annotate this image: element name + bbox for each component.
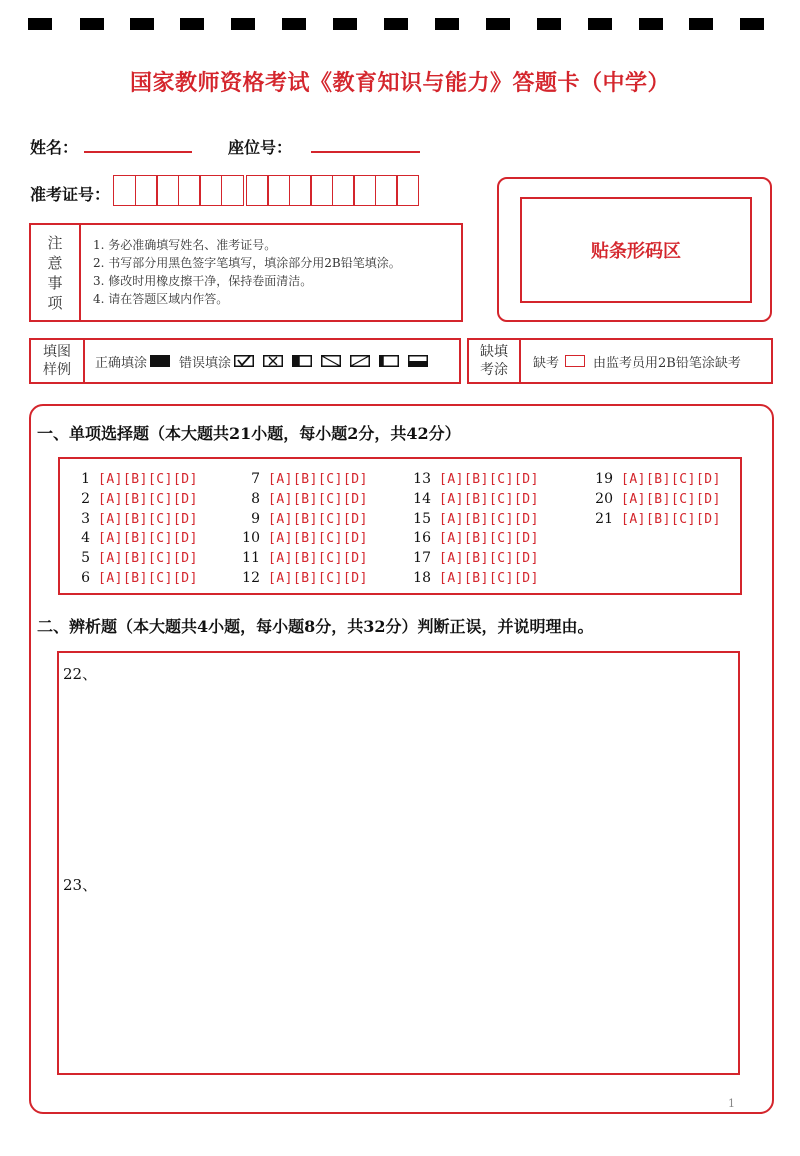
choice-question	[238, 550, 368, 566]
notice-box	[29, 223, 463, 322]
id-digit-cell[interactable]	[246, 175, 269, 206]
answer-options[interactable]: [A][B][C][D]	[98, 571, 198, 586]
check-mark-icon	[234, 355, 254, 367]
answer-options[interactable]: [A][B][C][D]	[621, 472, 721, 487]
absent-instruction: 由监考员用2B铅笔涂缺考	[593, 355, 741, 371]
question-label-22: 22、	[63, 665, 98, 683]
wrong-fill-label: 错误填涂	[179, 355, 232, 371]
timing-mark	[180, 18, 204, 30]
question-number: 19	[595, 471, 613, 487]
question-number: 11	[242, 550, 260, 566]
absent-side-line2: 考涂	[480, 362, 508, 378]
section1-heading: 一、单项选择题（本大题共21小题，每小题2分，共42分）	[37, 424, 461, 443]
answer-options[interactable]: [A][B][C][D]	[268, 531, 368, 546]
fill-side-line2: 样例	[43, 362, 71, 378]
question-number: 13	[413, 471, 431, 487]
answer-options[interactable]: [A][B][C][D]	[268, 492, 368, 507]
absent-content	[521, 352, 741, 371]
question-number: 4	[81, 530, 90, 546]
timing-mark	[588, 18, 612, 30]
id-digit-cell[interactable]	[353, 175, 376, 206]
absent-label: 缺考	[533, 355, 560, 371]
choice-question	[68, 550, 198, 566]
question-number: 6	[81, 570, 90, 586]
section2-heading: 二、辨析题（本大题共4小题，每小题8分，共32分）判断正误，并说明理由。	[37, 617, 594, 636]
answer-options[interactable]: [A][B][C][D]	[621, 492, 721, 507]
timing-mark	[231, 18, 255, 30]
diagonal-up-icon	[350, 355, 370, 367]
answer-options[interactable]: [A][B][C][D]	[268, 512, 368, 527]
notice-char: 意	[47, 253, 63, 272]
choice-question	[238, 491, 368, 507]
question-number: 5	[81, 550, 90, 566]
choice-question	[238, 511, 368, 527]
half-fill-icon	[292, 355, 312, 367]
question-number: 2	[81, 491, 90, 507]
question-number: 8	[251, 491, 260, 507]
notice-char: 项	[47, 293, 63, 312]
correct-fill-label: 正确填涂	[95, 355, 148, 371]
absent-box	[467, 338, 773, 384]
choice-question	[68, 570, 198, 586]
notice-char: 事	[47, 273, 63, 292]
id-digit-cell[interactable]	[332, 175, 355, 206]
left-bar-icon	[379, 355, 399, 367]
id-number-grid	[113, 175, 419, 206]
id-digit-cell[interactable]	[156, 175, 179, 206]
id-digit-cell[interactable]	[375, 175, 398, 206]
timing-marks	[28, 18, 774, 30]
fill-example-side	[31, 340, 85, 382]
choice-question	[409, 491, 539, 507]
timing-mark	[486, 18, 510, 30]
timing-mark	[282, 18, 306, 30]
choice-grid	[58, 457, 742, 595]
correct-fill-icon	[150, 355, 170, 367]
choice-question	[591, 511, 721, 527]
answer-options[interactable]: [A][B][C][D]	[98, 512, 198, 527]
question-number: 3	[81, 511, 90, 527]
page-title: 国家教师资格考试《教育知识与能力》答题卡（中学）	[129, 70, 670, 96]
notice-char: 注	[47, 233, 63, 252]
choice-question	[409, 530, 539, 546]
answer-options[interactable]: [A][B][C][D]	[98, 531, 198, 546]
timing-mark	[80, 18, 104, 30]
cross-mark-icon	[263, 355, 283, 367]
question-number: 16	[413, 530, 431, 546]
answer-options[interactable]: [A][B][C][D]	[439, 551, 539, 566]
question-label-23: 23、	[63, 876, 98, 894]
question-number: 10	[242, 530, 260, 546]
answer-options[interactable]: [A][B][C][D]	[98, 492, 198, 507]
choice-question	[68, 491, 198, 507]
id-digit-cell[interactable]	[113, 175, 136, 206]
id-digit-cell[interactable]	[178, 175, 201, 206]
question-number: 20	[595, 491, 613, 507]
question-number: 17	[413, 550, 431, 566]
notice-item: 3. 修改时用橡皮擦干净，保持卷面清洁。	[93, 274, 313, 288]
question-number: 9	[251, 511, 260, 527]
choice-question	[68, 511, 198, 527]
fill-example-box	[29, 338, 461, 384]
id-digit-cell[interactable]	[289, 175, 312, 206]
choice-question	[409, 570, 539, 586]
essay-answer-area[interactable]	[57, 651, 740, 1075]
id-label: 准考证号：	[30, 185, 111, 204]
name-field[interactable]	[84, 151, 192, 153]
notice-item: 1. 务必准确填写姓名、准考证号。	[93, 238, 277, 252]
answer-options[interactable]: [A][B][C][D]	[98, 472, 198, 487]
question-number: 14	[413, 491, 431, 507]
barcode-label: 贴条形码区	[520, 197, 752, 303]
timing-mark	[689, 18, 713, 30]
answer-options[interactable]: [A][B][C][D]	[268, 571, 368, 586]
answer-options[interactable]: [A][B][C][D]	[439, 571, 539, 586]
id-digit-cell[interactable]	[221, 175, 244, 206]
timing-mark	[639, 18, 663, 30]
answer-options[interactable]: [A][B][C][D]	[439, 472, 539, 487]
id-digit-cell[interactable]	[135, 175, 158, 206]
fill-example-content	[85, 352, 437, 371]
timing-mark	[435, 18, 459, 30]
choice-question	[409, 471, 539, 487]
answer-options[interactable]: [A][B][C][D]	[439, 492, 539, 507]
notice-item: 2. 书写部分用黑色签字笔填写，填涂部分用2B铅笔填涂。	[93, 256, 401, 270]
choice-question	[409, 511, 539, 527]
answer-options[interactable]: [A][B][C][D]	[439, 512, 539, 527]
absent-side	[469, 340, 521, 382]
answer-options[interactable]: [A][B][C][D]	[621, 512, 721, 527]
fill-side-line1: 填图	[43, 344, 71, 360]
question-number: 21	[595, 511, 613, 527]
absent-checkbox[interactable]	[565, 355, 585, 367]
question-number: 18	[413, 570, 431, 586]
choice-question	[238, 570, 368, 586]
timing-mark	[333, 18, 357, 30]
id-digit-cell[interactable]	[267, 175, 290, 206]
absent-side-line1: 缺填	[480, 344, 508, 360]
answer-options[interactable]: [A][B][C][D]	[98, 551, 198, 566]
id-digit-cell[interactable]	[396, 175, 419, 206]
id-digit-cell[interactable]	[310, 175, 333, 206]
answer-options[interactable]: [A][B][C][D]	[268, 551, 368, 566]
choice-question	[591, 491, 721, 507]
timing-mark	[130, 18, 154, 30]
notice-side-label	[31, 225, 81, 320]
timing-mark	[384, 18, 408, 30]
question-number: 15	[413, 511, 431, 527]
question-number: 7	[251, 471, 260, 487]
choice-question	[238, 530, 368, 546]
notice-item: 4. 请在答题区域内作答。	[93, 292, 229, 306]
timing-mark	[740, 18, 764, 30]
choice-question	[409, 550, 539, 566]
timing-mark	[537, 18, 561, 30]
bottom-bar-icon	[408, 355, 428, 367]
page-number: 1	[728, 1097, 735, 1110]
question-number: 12	[242, 570, 260, 586]
notice-items	[81, 225, 401, 320]
choice-question	[68, 471, 198, 487]
timing-mark	[28, 18, 52, 30]
diagonal-down-icon	[321, 355, 341, 367]
seat-label: 座位号：	[228, 138, 293, 157]
name-label: 姓名：	[30, 138, 79, 157]
choice-question	[238, 471, 368, 487]
id-digit-cell[interactable]	[199, 175, 222, 206]
seat-field[interactable]	[311, 151, 420, 153]
question-number: 1	[81, 471, 90, 487]
answer-options[interactable]: [A][B][C][D]	[439, 531, 539, 546]
choice-question	[591, 471, 721, 487]
answer-options[interactable]: [A][B][C][D]	[268, 472, 368, 487]
choice-question	[68, 530, 198, 546]
